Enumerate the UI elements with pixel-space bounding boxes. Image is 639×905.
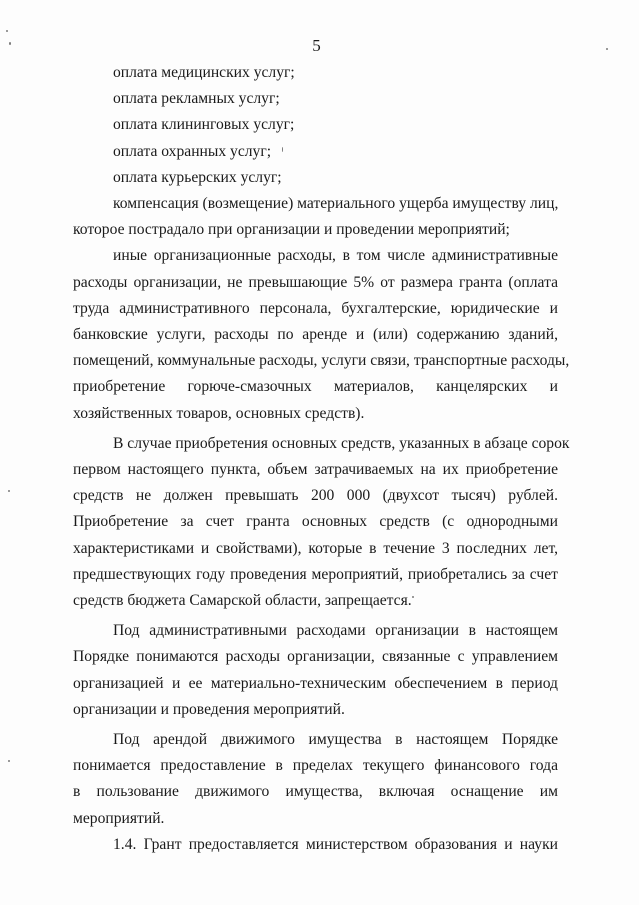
paragraph-line: понимается предоставление в пределах текущего финансового года — [73, 757, 558, 775]
paragraph-fixed-assets — [73, 431, 570, 614]
paragraph-movable-property-rental — [73, 727, 558, 832]
paragraph-line: банковские услуги, расходы по аренде и (или) содержанию зданий, — [73, 326, 558, 344]
paragraph-section-1-4 — [73, 832, 558, 858]
list-item: оплата рекламных услуг; — [113, 90, 280, 108]
list-item: оплата охранных услуг; — [113, 142, 272, 160]
paragraph-line: иные организационные расходы, в том числе административные — [113, 247, 558, 265]
paragraph-line: труда административного персонала, бухгалтерские, юридические и — [73, 299, 558, 317]
paragraph-line: которое пострадало при организации и проведении мероприятий; — [73, 221, 510, 239]
scan-speck — [9, 42, 11, 45]
document-body — [73, 60, 570, 858]
paragraph-line: хозяйственных товаров, основных средств). — [73, 404, 365, 422]
scan-speck — [6, 30, 8, 32]
paragraph-line: 1.4. Грант предоставляется министерством образования и науки — [113, 835, 558, 853]
scan-speck — [282, 147, 283, 152]
paragraph-line: Под арендой движимого имущества в настоящем Порядке — [113, 731, 558, 749]
paragraph-line: организации и проведения мероприятий. — [73, 700, 345, 718]
paragraph-line: компенсация (возмещение) материального ущерба имуществу лиц, — [113, 195, 559, 213]
scan-speck — [606, 48, 608, 50]
scan-speck — [8, 490, 10, 492]
list-item: оплата медицинских услуг; — [113, 64, 295, 81]
paragraph-line: организацией и ее материально-техническим обеспечением в период — [73, 674, 558, 692]
expense-list — [73, 60, 558, 191]
paragraph-administrative-expenses — [73, 618, 558, 723]
paragraph-line: помещений, коммунальные расходы, услуги связи, транспортные расходы, — [73, 352, 570, 370]
paragraph-line: в пользование движимого имущества, включая оснащение им — [73, 783, 558, 801]
paragraph-line: характеристиками и свойствами), которые в течение 3 последних лет, — [73, 539, 558, 557]
list-item: оплата клининговых услуг; — [113, 116, 295, 134]
paragraph-line: предшествующих году проведения мероприятий, приобретались за счет — [73, 565, 558, 583]
list-item: оплата курьерских услуг; — [113, 168, 282, 186]
page-number: 5 — [312, 36, 321, 55]
paragraph-line: приобретение горюче-смазочных материалов, канцелярских и — [73, 378, 558, 396]
paragraph-line: первом настоящего пункта, объем затрачиваемых на их приобретение — [73, 461, 558, 479]
paragraph-line: мероприятий. — [73, 809, 165, 827]
paragraph-line: Под административными расходами организации в настоящем — [113, 622, 558, 640]
paragraph-line: Приобретение за счет гранта основных средств (с однородными — [73, 513, 558, 531]
paragraph-line: средств не должен превышать 200 000 (двухсот тысяч) рублей. — [73, 487, 558, 505]
paragraph-line: Порядке понимаются расходы организации, связанные с управлением — [73, 648, 558, 666]
scan-speck — [412, 596, 414, 598]
paragraph-compensation — [73, 191, 558, 243]
paragraph-line: В случае приобретения основных средств, указанных в абзаце сорок — [113, 434, 570, 452]
paragraph-line: средств бюджета Самарской области, запрещается. — [73, 592, 412, 610]
scan-speck — [8, 760, 10, 762]
paragraph-line: расходы организации, не превышающие 5% от размера гранта (оплата — [73, 273, 558, 291]
paragraph-other-expenses — [73, 243, 570, 426]
